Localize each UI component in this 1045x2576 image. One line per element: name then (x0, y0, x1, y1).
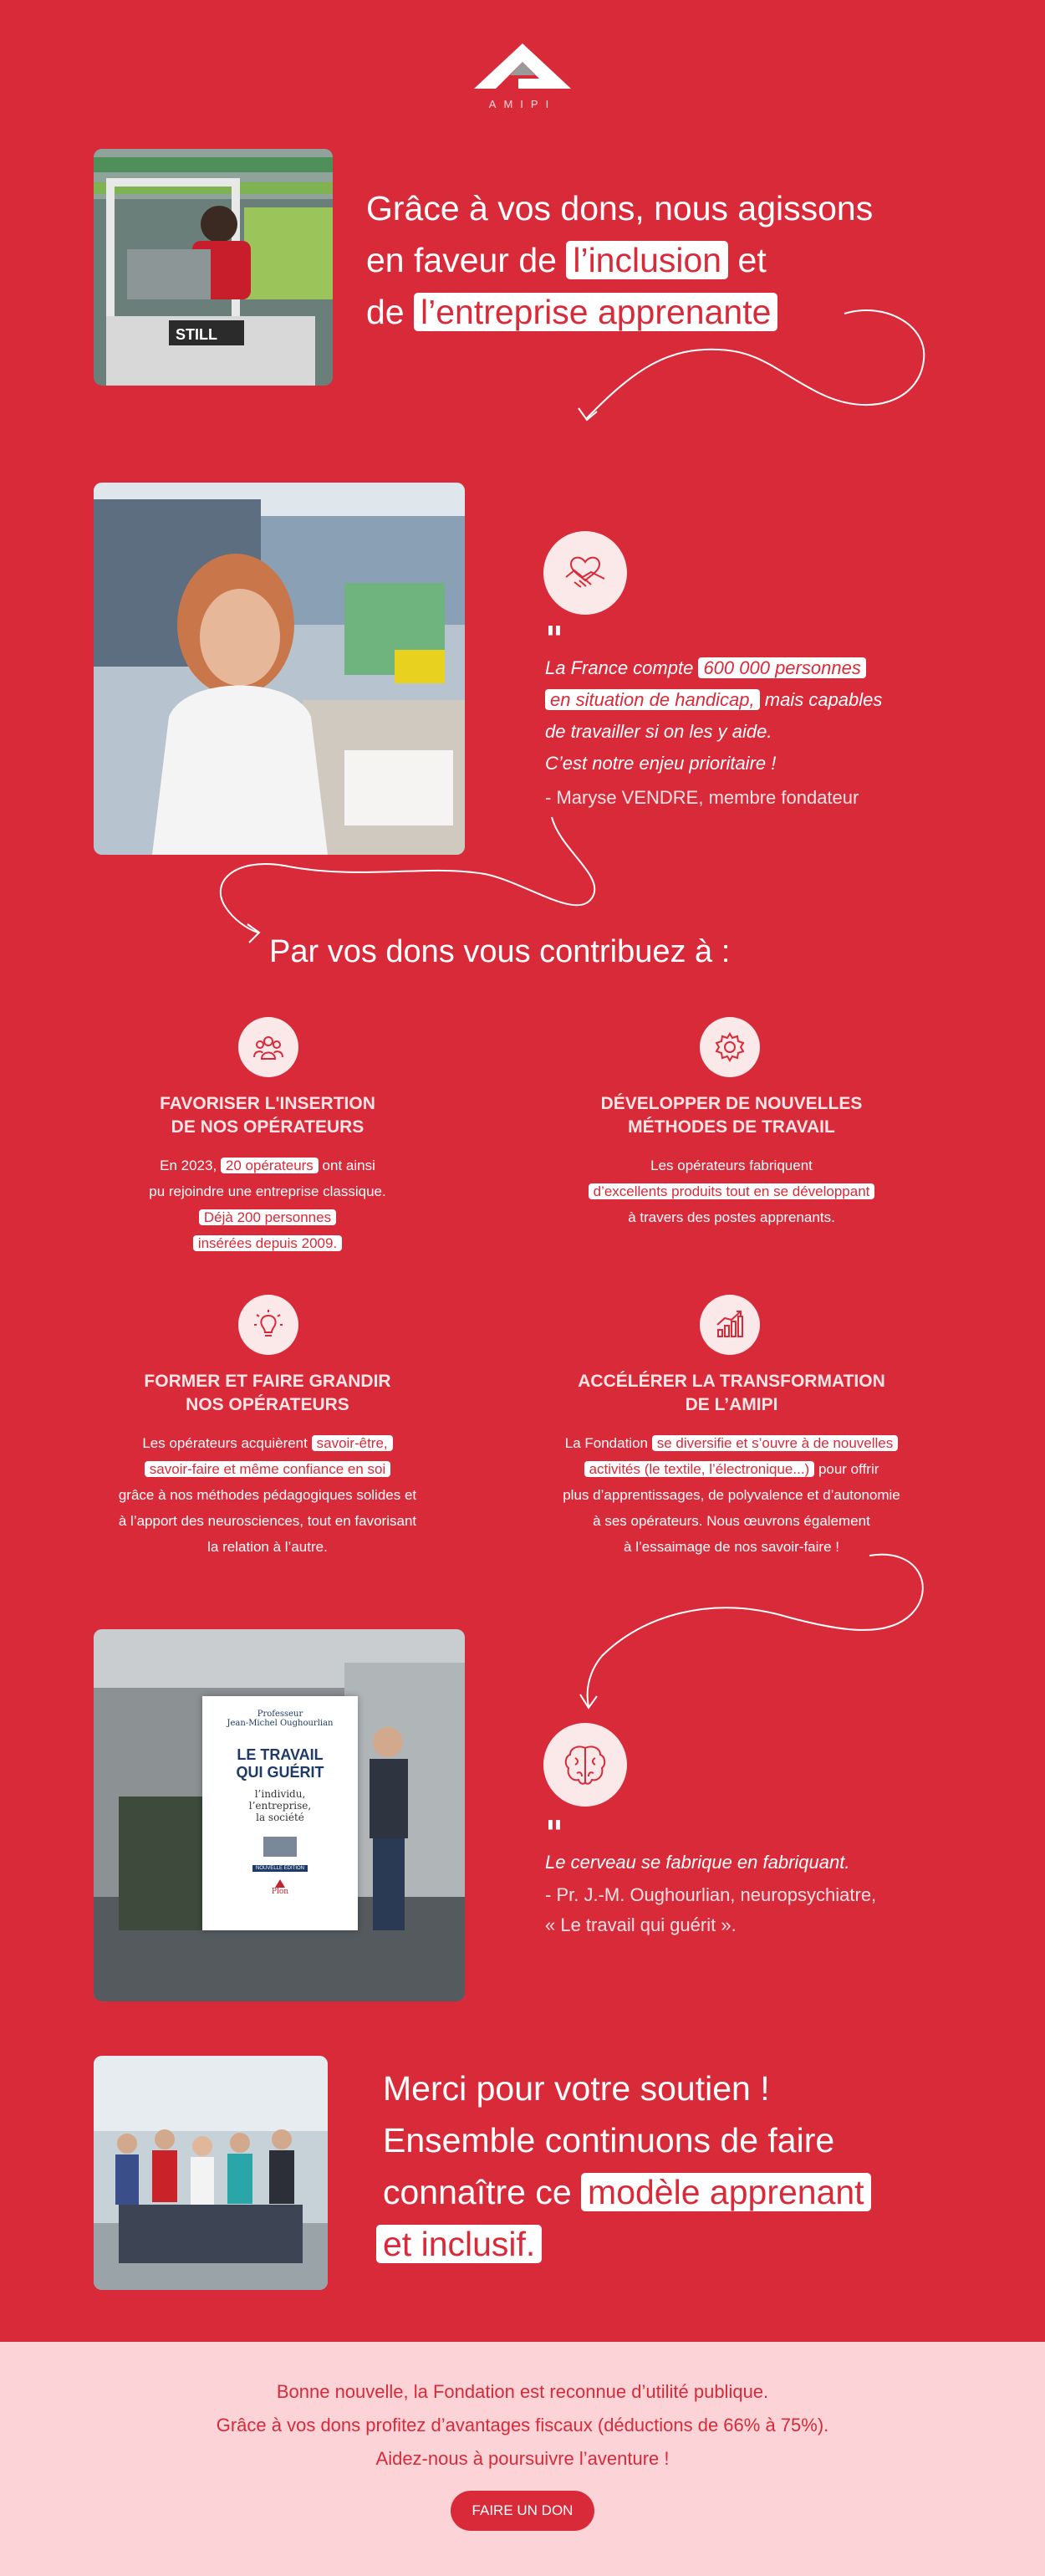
block-insertion (75, 1092, 460, 1256)
b4-t1-pre: La Fondation (564, 1435, 648, 1451)
book-publisher: Plon (271, 1888, 289, 1896)
quote-1-text (545, 652, 1013, 779)
b1-t2: pu rejoindre une entreprise classique. (149, 1183, 386, 1199)
block-transformation-title-2: DE L’AMIPI (685, 1395, 778, 1414)
b1-t1-post: ont ainsi (322, 1158, 375, 1173)
intro-line-2-post: et (737, 241, 767, 279)
quote-1 (545, 619, 1013, 813)
growth-chart-icon (700, 1295, 760, 1355)
quote-2-author-1: - Pr. J.-M. Oughourlian, neuropsychiatre, (545, 1884, 877, 1905)
quote-2-text: Le cerveau se fabrique en fabriquant. (545, 1852, 850, 1873)
team-photo (94, 2056, 328, 2290)
block-methodes-text (535, 1153, 928, 1230)
highlight-entreprise-apprenante: l’entreprise apprenante (414, 293, 777, 331)
people-icon (238, 1017, 298, 1077)
amipi-logo[interactable] (468, 42, 577, 112)
b3-t1-pre: Les opérateurs acquièrent (142, 1435, 308, 1451)
b1-t1-pre: En 2023, (160, 1158, 217, 1173)
quote-1-author: - Maryse VENDRE, membre fondateur (545, 787, 859, 808)
b2-t1: Les opérateurs fabriquent (650, 1158, 813, 1173)
highlight-200-personnes: Déjà 200 personnes (199, 1209, 336, 1225)
intro-line-1: Grâce à vos dons, nous agissons (366, 189, 874, 227)
forklift-operator-photo (94, 149, 333, 386)
contribute-title: Par vos dons vous contribuez à : (269, 934, 731, 969)
highlight-inclusion: l’inclusion (566, 241, 728, 279)
highlight-diversifie: se diversifie et s’ouvre à de nouvelles (652, 1435, 899, 1451)
quote-2 (545, 1813, 1013, 1940)
intro-line-2 (366, 234, 985, 286)
book-cover (202, 1696, 358, 1930)
book-author-photo (263, 1837, 297, 1857)
book-author-1: Professeur (257, 1710, 303, 1719)
closing-line-3-pre: connaître ce (383, 2173, 572, 2211)
highlight-excellents-produits: d’excellents produits tout en se développant (589, 1183, 875, 1199)
quote-2-author-2: « Le travail qui guérit ». (545, 1914, 737, 1935)
donate-button[interactable]: FAIRE UN DON (451, 2491, 595, 2531)
book-sub-1: l’individu, (254, 1788, 306, 1800)
closing-line-4 (383, 2218, 1018, 2270)
b4-t4: à ses opérateurs. Nous œuvrons également (593, 1513, 870, 1529)
block-methodes-title-1: DÉVELOPPER DE NOUVELLES (600, 1094, 863, 1113)
intro-line-3-pre: de (366, 293, 405, 331)
closing-line-3 (383, 2166, 1018, 2218)
highlight-20-operateurs: 20 opérateurs (221, 1158, 319, 1173)
handshake-heart-icon (543, 531, 627, 615)
highlight-modele-apprenant: modèle apprenant (581, 2173, 871, 2211)
closing-line-1: Merci pour votre soutien ! (383, 2069, 770, 2108)
book-author-2: Jean-Michel Oughourlian (227, 1719, 334, 1728)
block-former-title-2: NOS OPÉRATEURS (186, 1395, 349, 1414)
footer-line-2: Grâce à vos dons profitez d’avantages fiscaux (déductions de 66% à 75%). (216, 2415, 829, 2435)
logo-mark (468, 42, 577, 92)
b4-t3: plus d’apprentissages, de polyvalence et d’autonomie (563, 1487, 900, 1503)
book-banner: NOUVELLE ÉDITION (252, 1865, 308, 1872)
b2-t3: à travers des postes apprenants. (628, 1209, 835, 1225)
b3-t3: grâce à nos méthodes pédagogiques solides et (118, 1487, 417, 1503)
highlight-savoir-faire: savoir-faire et même confiance en soi (145, 1461, 391, 1477)
highlight-savoir-etre: savoir-être, (312, 1435, 393, 1451)
footer-line-3: Aidez-nous à poursuivre l’aventure ! (375, 2448, 670, 2469)
book-sub-3: la société (256, 1812, 304, 1823)
book-title-1: LE TRAVAIL (237, 1746, 324, 1763)
gear-icon (700, 1017, 760, 1077)
block-former-text (67, 1430, 468, 1560)
highlight-handicap: en situation de handicap, (545, 689, 760, 710)
book-sub-2: l’entreprise, (248, 1800, 312, 1812)
quote-1-line-4: C’est notre enjeu prioritaire ! (545, 753, 777, 774)
svg-text:STILL: STILL (176, 326, 217, 343)
decorative-swirl-arrow-3 (568, 1539, 936, 1715)
highlight-600000: 600 000 personnes (698, 657, 865, 678)
quote-mark-icon-2: " (545, 1813, 563, 1854)
highlight-inclusif: et inclusif. (376, 2225, 542, 2263)
highlight-depuis-2009: insérées depuis 2009. (193, 1235, 342, 1251)
quote-1-post: mais capables (764, 689, 883, 710)
b4-t2-post: pour offrir (818, 1461, 879, 1477)
footer (0, 2342, 1045, 2576)
closing-headline (383, 2062, 1018, 2270)
brain-icon (543, 1723, 627, 1807)
technician-photo (94, 483, 465, 855)
lightbulb-icon (238, 1295, 298, 1355)
block-former-title-1: FORMER ET FAIRE GRANDIR (144, 1372, 391, 1391)
block-transformation-title-1: ACCÉLÉRER LA TRANSFORMATION (578, 1372, 885, 1391)
block-methodes (535, 1092, 928, 1230)
logo-wordmark: AMIPI (488, 98, 557, 110)
book-title-2: QUI GUÉRIT (236, 1764, 324, 1781)
block-insertion-title-1: FAVORISER L'INSERTION (160, 1094, 375, 1113)
book-photo (94, 1629, 465, 2001)
highlight-activites: activités (le textile, l’électronique...) (584, 1461, 815, 1477)
footer-line-1: Bonne nouvelle, la Fondation est reconnue d’utilité publique. (276, 2381, 769, 2402)
block-insertion-title-2: DE NOS OPÉRATEURS (171, 1117, 364, 1137)
quote-mark-icon: " (545, 619, 563, 660)
quote-1-line-3: de travailler si on les y aide. (545, 721, 772, 742)
intro-line-2-pre: en faveur de (366, 241, 557, 279)
block-transformation (502, 1370, 961, 1560)
block-former (67, 1370, 468, 1560)
book-publisher-triangle (275, 1879, 285, 1888)
b3-t4: à l’apport des neurosciences, tout en favorisant (118, 1513, 417, 1529)
decorative-swirl-arrow-1 (568, 301, 936, 435)
block-methodes-title-2: MÉTHODES DE TRAVAIL (628, 1117, 835, 1137)
quote-1-pre: La France compte (545, 657, 694, 678)
b4-t5: à l’essaimage de nos savoir-faire ! (624, 1539, 839, 1555)
block-insertion-text (75, 1153, 460, 1256)
b3-t5: la relation à l’autre. (207, 1539, 328, 1555)
closing-line-2: Ensemble continuons de faire (383, 2121, 835, 2159)
